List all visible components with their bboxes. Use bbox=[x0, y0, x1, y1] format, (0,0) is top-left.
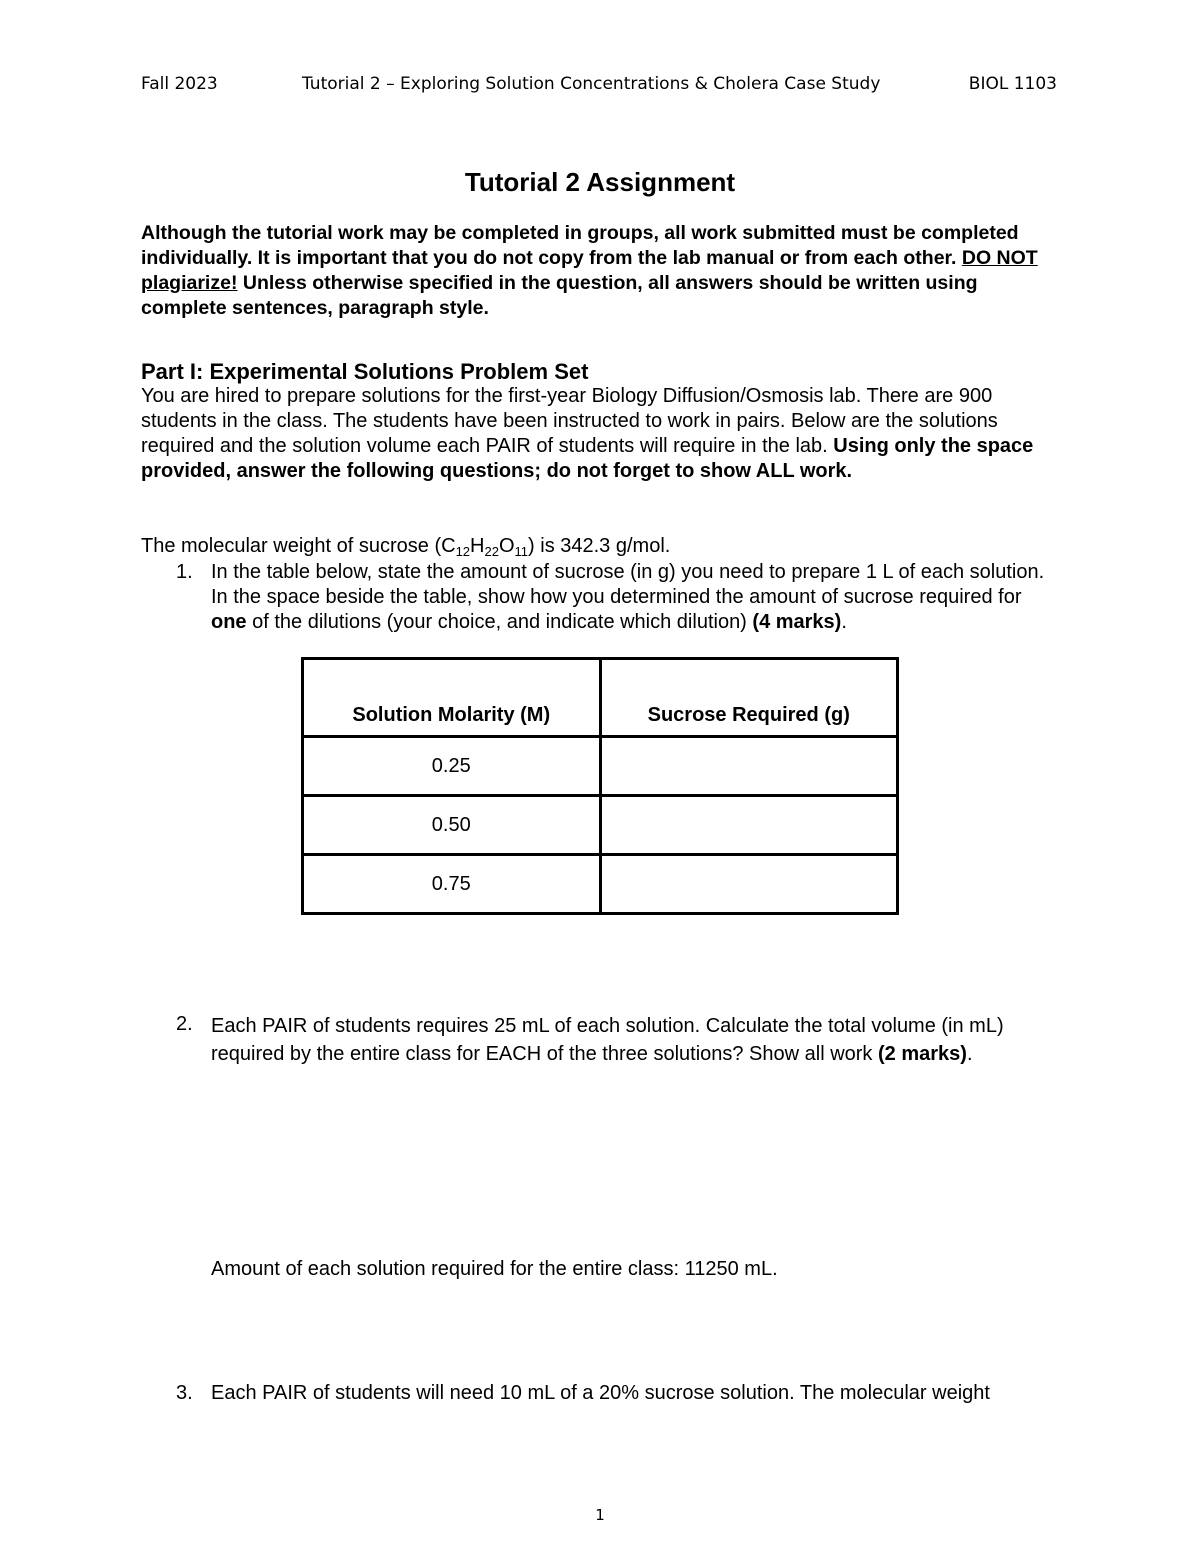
question-3-text: Each PAIR of students will need 10 mL of a 20% sucrose solution. The molecular weight bbox=[211, 1382, 990, 1404]
mw-sub-c: 12 bbox=[455, 544, 471, 559]
table-row bbox=[303, 855, 898, 914]
mw-prefix: The molecular weight of sucrose (C bbox=[141, 535, 456, 557]
table-row bbox=[303, 737, 898, 796]
warning-text-1: Although the tutorial work may be completed in groups, all work submitted must be completed individually. It is important that you do not copy from the lab manual or from each other. bbox=[141, 222, 1019, 269]
mw-suffix: ) is 342.3 g/mol. bbox=[528, 535, 671, 557]
question-1-bold-one: one bbox=[211, 611, 247, 633]
header-title: Tutorial 2 – Exploring Solution Concentrations & Cholera Case Study bbox=[302, 74, 881, 94]
molecular-weight-line bbox=[141, 534, 670, 559]
page-number: 1 bbox=[595, 1506, 605, 1524]
part1-heading: Part I: Experimental Solutions Problem Set bbox=[141, 359, 589, 384]
mw-sub-o: 11 bbox=[514, 544, 529, 559]
integrity-warning bbox=[141, 221, 1061, 321]
table-cell-molarity: 0.75 bbox=[303, 855, 601, 914]
table-cell-sucrose bbox=[600, 796, 898, 855]
table-cell-molarity: 0.50 bbox=[303, 796, 601, 855]
question-1-marks: (4 marks) bbox=[752, 611, 842, 633]
sucrose-table bbox=[301, 657, 899, 915]
question-1-text bbox=[211, 560, 1061, 635]
table-cell-sucrose bbox=[600, 855, 898, 914]
question-1-text-a: In the table below, state the amount of sucrose (in g) you need to prepare 1 L of each solution. In the space beside the table, show how you determined the amount of sucrose required for bbox=[211, 561, 1045, 608]
mw-o: O bbox=[498, 535, 515, 557]
question-1-number: 1. bbox=[176, 561, 193, 583]
table-cell-sucrose bbox=[600, 737, 898, 796]
assignment-title: Tutorial 2 Assignment bbox=[464, 167, 736, 197]
question-1-text-b: of the dilutions (your choice, and indicate which dilution) bbox=[246, 611, 753, 633]
mw-sub-h: 22 bbox=[484, 544, 499, 559]
part1-intro bbox=[141, 384, 1061, 484]
mw-h: H bbox=[470, 535, 485, 557]
header-course: BIOL 1103 bbox=[968, 74, 1057, 94]
question-2-text-a: Each PAIR of students requires 25 mL of each solution. Calculate the total volume (in mL) required by the entire class for EACH of the three solutions? Show all work bbox=[211, 1015, 1004, 1065]
warning-text-2: Unless otherwise specified in the question, all answers should be written using complete sentences, paragraph style. bbox=[141, 272, 978, 319]
table-cell-molarity: 0.25 bbox=[303, 737, 601, 796]
table-header-molarity: Solution Molarity (M) bbox=[303, 659, 601, 737]
part1-intro-text: You are hired to prepare solutions for the first-year Biology Diffusion/Osmosis lab. There are 900 students in the class. The students have been instructed to work in pairs. Below are the solutions required and the solution volume each PAIR of students will require in the lab. bbox=[141, 385, 998, 457]
question-2-answer: Amount of each solution required for the entire class: 11250 mL. bbox=[211, 1258, 778, 1280]
part1-intro-bold: Using only the space provided, answer the following questions; do not forget to show ALL work. bbox=[141, 435, 1034, 482]
header-term: Fall 2023 bbox=[141, 74, 218, 94]
table-row bbox=[303, 796, 898, 855]
question-2-number: 2. bbox=[176, 1013, 193, 1035]
question-2-end: . bbox=[966, 1043, 973, 1065]
question-2-text bbox=[211, 1012, 1061, 1068]
question-2-marks: (2 marks) bbox=[878, 1043, 967, 1065]
question-1-end: . bbox=[841, 611, 847, 633]
table-header-sucrose: Sucrose Required (g) bbox=[600, 659, 898, 737]
warning-plagiarize: DO NOT plagiarize! bbox=[141, 247, 1038, 294]
question-3-number: 3. bbox=[176, 1382, 193, 1404]
table-header-row bbox=[303, 659, 898, 737]
